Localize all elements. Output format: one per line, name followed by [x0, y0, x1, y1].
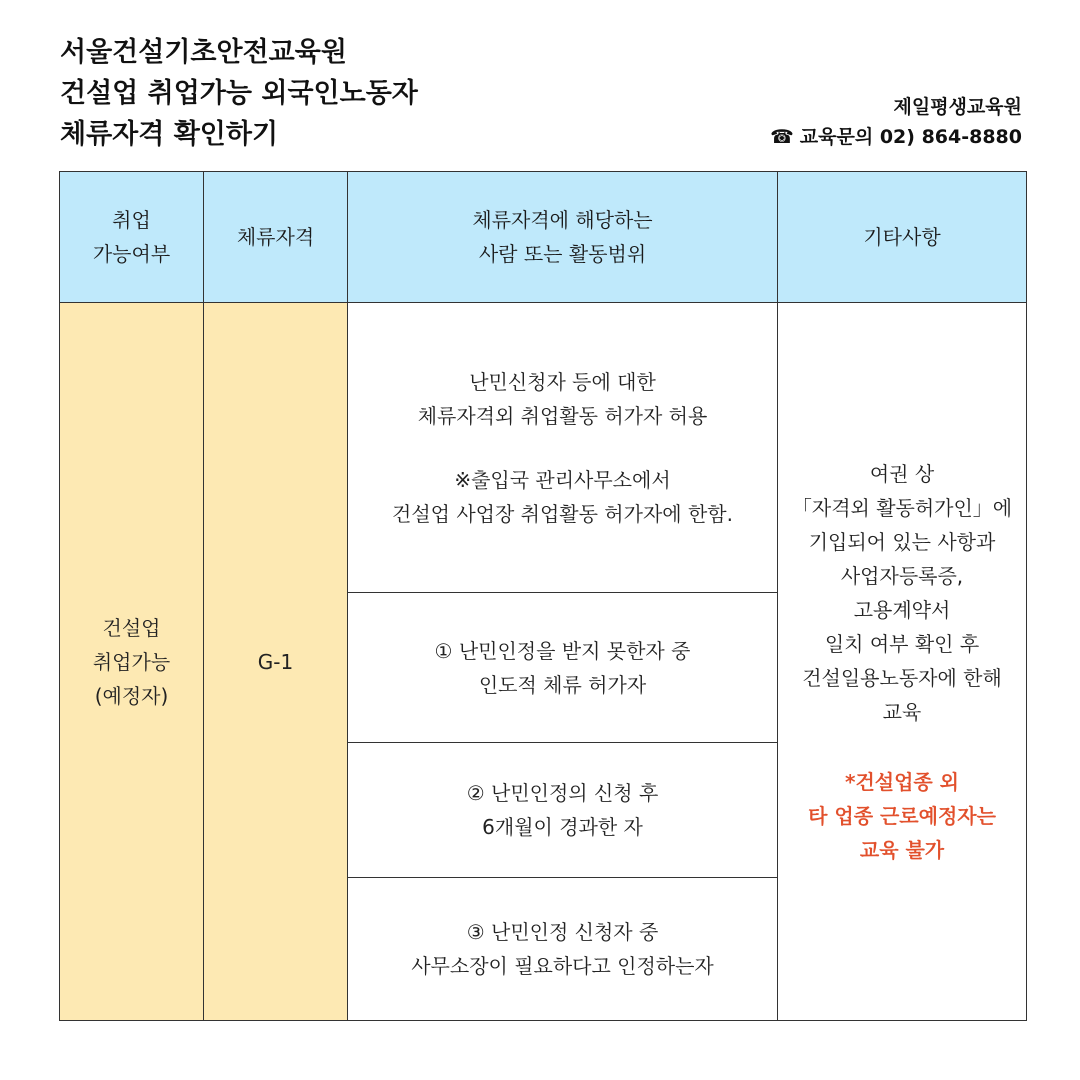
table-row [60, 303, 1027, 593]
eligibility-line-2: 취업가능 [92, 649, 171, 674]
notes-line-2: 「자격외 활동허가인」에 [791, 495, 1013, 520]
contact-text: 교육문의 02) 864-8880 [799, 126, 1022, 148]
phone-icon: ☎ [770, 126, 794, 148]
org-name: 제일평생교육원 [893, 96, 1022, 118]
scope-3-line-1: ② 난민인정의 신청 후 [466, 781, 659, 805]
status-cell [204, 303, 348, 1021]
scope-1-para1-line-2: 체류자격외 취업활동 허가자 허용 [417, 403, 708, 428]
contact-line [770, 122, 1022, 152]
title-line-1: 서울건설기초안전교육원 [60, 37, 347, 68]
scope-1-para2-line-2: 건설업 사업장 취업활동 허가자에 한함. [392, 501, 733, 526]
scope-3-line-2: 6개월이 경과한 자 [482, 815, 643, 839]
scope-cell-1 [348, 303, 778, 593]
residence-status-table [59, 171, 1027, 1021]
header-scope-line-2: 사람 또는 활동범위 [478, 242, 647, 266]
title-line-3: 체류자격 확인하기 [60, 119, 279, 150]
scope-2-line-2: 인도적 체류 허가자 [478, 672, 647, 697]
scope-4-line-1: ③ 난민인정 신청자 중 [466, 920, 659, 944]
scope-2-line-1: ① 난민인정을 받지 못한자 중 [434, 638, 691, 663]
header-notes-line-1: 기타사항 [863, 225, 941, 249]
header-eligibility-line-2: 가능여부 [92, 242, 171, 266]
scope-4-line-2: 사무소장이 필요하다고 인정하는자 [411, 954, 714, 978]
scope-cell-4 [348, 878, 778, 1021]
header-notes [778, 172, 1027, 303]
eligibility-line-1: 건설업 [102, 615, 161, 640]
scope-cell-2 [348, 593, 778, 743]
scope-cell-3 [348, 743, 778, 878]
warning-line-3: 교육 불가 [859, 837, 945, 862]
notes-line-1: 여권 상 [869, 461, 935, 486]
notes-cell [778, 303, 1027, 1021]
table-header-row [60, 172, 1027, 303]
scope-1-para1-line-1: 난민신청자 등에 대한 [469, 369, 656, 394]
organization-info [770, 92, 1022, 152]
status-code: G-1 [257, 649, 294, 674]
warning-line-1: *건설업종 외 [844, 769, 960, 794]
header-eligibility [60, 172, 204, 303]
header-scope [348, 172, 778, 303]
notes-line-8: 교육 [882, 699, 922, 724]
header-eligibility-line-1: 취업 [112, 208, 151, 232]
header-status-line-1: 체류자격 [236, 225, 315, 249]
notes-line-6: 일치 여부 확인 후 [824, 631, 980, 656]
notes-line-5: 고용계약서 [853, 597, 951, 622]
scope-1-para2-line-1: ※출입국 관리사무소에서 [454, 467, 671, 492]
warning-line-2: 타 업종 근로예정자는 [808, 803, 996, 828]
header-scope-line-1: 체류자격에 해당하는 [472, 208, 653, 232]
header-status [204, 172, 348, 303]
notes-line-3: 기입되어 있는 사항과 [808, 529, 996, 554]
notes-line-4: 사업자등록증, [840, 563, 964, 588]
page-title [60, 32, 418, 155]
eligibility-cell [60, 303, 204, 1021]
notes-line-7: 건설일용노동자에 한해 [802, 665, 1002, 690]
eligibility-line-3: (예정자) [94, 683, 169, 708]
title-line-2: 건설업 취업가능 외국인노동자 [60, 78, 418, 109]
